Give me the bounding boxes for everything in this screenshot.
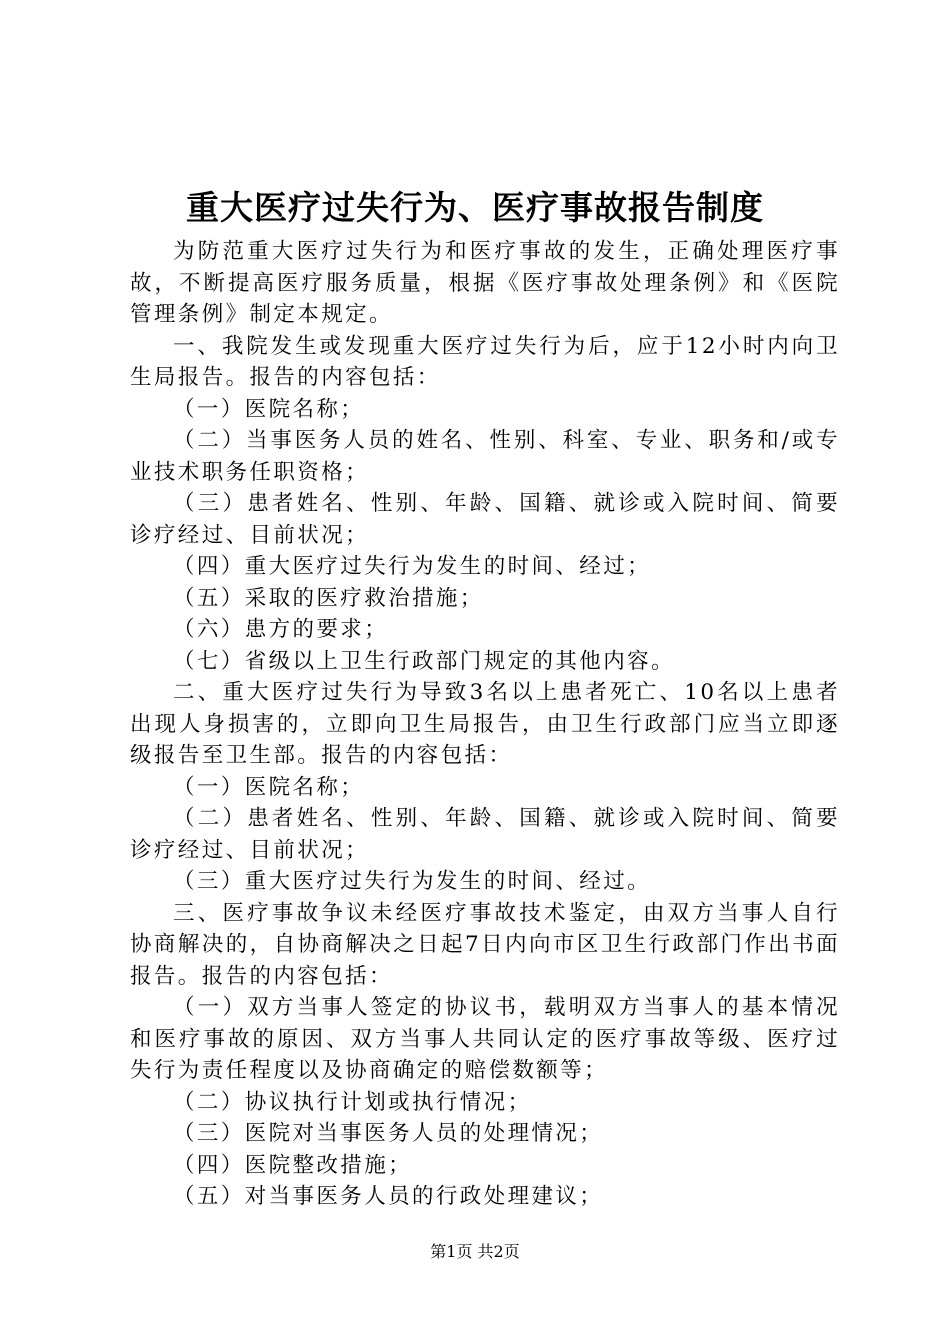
- paragraph-item: （一）医院名称；: [173, 774, 365, 800]
- paragraph-item: （五）对当事医务人员的行政处理建议；: [173, 1184, 604, 1209]
- paragraph-item: （一）医院名称；: [173, 396, 365, 422]
- paragraph-item: （六）患方的要求；: [173, 617, 389, 642]
- page-number-footer: 第1页 共2页: [430, 1242, 520, 1261]
- document-title: 重大医疗过失行为、医疗事故报告制度: [186, 188, 764, 227]
- paragraph-item: （三）重大医疗过失行为发生的时间、经过。: [173, 869, 652, 894]
- paragraph-intro: 为防范重大医疗过失行为和医疗事故的发生，正确处理医疗事故，不断提高医疗服务质量，根据《医疗事故处理条例》和《医院管理条例》制定本规定。: [130, 239, 840, 327]
- paragraph-item: （二）患者姓名、性别、年龄、国籍、就诊或入院时间、简要诊疗经过、目前状况；: [130, 806, 840, 863]
- paragraph-item: （五）采取的医疗救治措施；: [173, 585, 484, 611]
- paragraph-item: （三）医院对当事医务人员的处理情况；: [173, 1121, 604, 1146]
- paragraph-section-1: 一、我院发生或发现重大医疗过失行为后，应于12小时内向卫生局报告。报告的内容包括：: [130, 333, 840, 390]
- paragraph-section-2: 二、重大医疗过失行为导致3名以上患者死亡、10名以上患者出现人身损害的，立即向卫生局报告，由卫生行政部门应当立即逐级报告至卫生部。报告的内容包括：: [130, 680, 840, 768]
- paragraph-item: （三）患者姓名、性别、年龄、国籍、就诊或入院时间、简要诊疗经过、目前状况；: [130, 491, 840, 548]
- document-body: [130, 236, 840, 1213]
- paragraph-item: （二）协议执行计划或执行情况；: [173, 1089, 532, 1115]
- paragraph-section-3: 三、医疗事故争议未经医疗事故技术鉴定，由双方当事人自行协商解决的，自协商解决之日起7日内向市区卫生行政部门作出书面报告。报告的内容包括：: [130, 900, 840, 989]
- paragraph-item: （二）当事医务人员的姓名、性别、科室、专业、职务和/或专业技术职务任职资格；: [130, 428, 840, 485]
- paragraph-item: （四）重大医疗过失行为发生的时间、经过；: [173, 554, 652, 579]
- paragraph-item: （四）医院整改措施；: [173, 1152, 413, 1178]
- paragraph-item: （一）双方当事人签定的协议书，载明双方当事人的基本情况和医疗事故的原因、双方当事人共同认定的医疗事故等级、医疗过失行为责任程度以及协商确定的赔偿数额等；: [130, 995, 840, 1083]
- paragraph-item: （七）省级以上卫生行政部门规定的其他内容。: [173, 648, 675, 674]
